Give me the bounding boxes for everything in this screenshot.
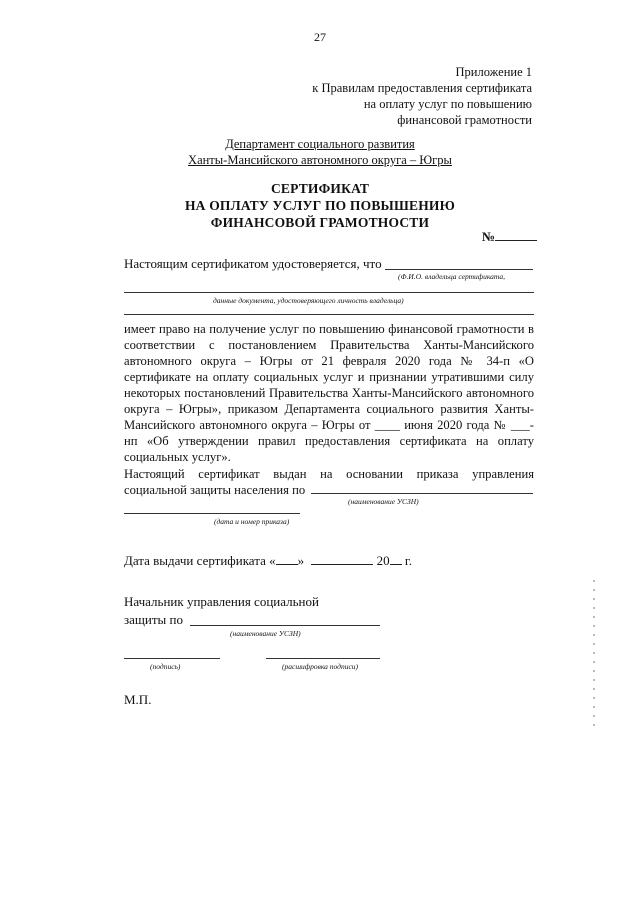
document-title bbox=[0, 180, 640, 231]
order-date-number-field[interactable] bbox=[124, 513, 300, 514]
issue-date-row bbox=[124, 553, 412, 569]
scan-artifact bbox=[593, 580, 595, 730]
department-line-1: Департамент социального развития bbox=[225, 137, 415, 151]
title-line-3: ФИНАНСОВОЙ ГРАМОТНОСТИ bbox=[210, 215, 430, 230]
signature-field[interactable] bbox=[124, 658, 220, 659]
issue-month-field[interactable] bbox=[311, 553, 373, 565]
issue-date-label: Дата выдачи сертификата « bbox=[124, 553, 276, 568]
usszn-name-field-2[interactable] bbox=[190, 625, 380, 626]
department-header bbox=[0, 136, 640, 168]
certify-text: Настоящим сертификатом удостоверяется, что bbox=[124, 256, 382, 271]
page-number: 27 bbox=[314, 30, 326, 44]
annex-block bbox=[312, 64, 532, 128]
rights-paragraph: имеет право на получение услуг по повышению финансовой грамотности в соответствии с постановлением Правительства Ханты-Мансийского автономного округа – Югры от 21 февраля 2020 года № 34-п «О сертификате на оплату социальных услуг и признании утратившими силу некоторых постановлений Правительства Ханты-Мансийского автономного округа – Югры», приказом Департамента социального развития Ханты-Мансийского автономного округа – Югры от ____ июня 2020 года № ___-нп «Об утверждении правил предоставления сертификата на оплату социальных услуг». bbox=[124, 322, 534, 464]
annex-line-1: Приложение 1 bbox=[455, 65, 532, 79]
number-field[interactable] bbox=[495, 228, 537, 241]
signature-decoding-field[interactable] bbox=[266, 658, 380, 659]
title-line-1: СЕРТИФИКАТ bbox=[270, 181, 370, 196]
stamp-place: М.П. bbox=[124, 692, 152, 707]
certificate-number bbox=[482, 228, 537, 245]
number-label: № bbox=[482, 229, 496, 244]
issue-year-suffix: г. bbox=[404, 553, 412, 568]
issue-day-field[interactable] bbox=[276, 553, 298, 565]
caption-document: данные документа, удостоверяющего личность владельца) bbox=[213, 296, 404, 305]
issue-year-field[interactable] bbox=[390, 553, 402, 565]
caption-decoding: (расшифровка подписи) bbox=[282, 662, 359, 671]
head-line-2: защиты по bbox=[124, 612, 183, 627]
caption-signature: (подпись) bbox=[150, 662, 181, 671]
title-line-2: НА ОПЛАТУ УСЛУГ ПО ПОВЫШЕНИЮ bbox=[184, 198, 456, 213]
issue-year-prefix: 20 bbox=[376, 553, 390, 568]
annex-line-3: на оплату услуг по повышению bbox=[363, 97, 532, 111]
holder-document-field[interactable] bbox=[124, 292, 534, 293]
usszn-name-field-1[interactable] bbox=[311, 493, 533, 494]
issue-date-close-quote: » bbox=[297, 553, 305, 568]
caption-usszn-1: (наименование УСЗН) bbox=[348, 497, 419, 506]
head-line-1: Начальник управления социальной bbox=[124, 594, 319, 609]
holder-name-field[interactable] bbox=[385, 269, 533, 270]
annex-line-4: финансовой грамотности bbox=[397, 113, 532, 127]
caption-usszn-2: (наименование УСЗН) bbox=[230, 629, 301, 638]
caption-order: (дата и номер приказа) bbox=[214, 517, 290, 526]
caption-holder: (Ф.И.О. владельца сертификата, bbox=[398, 272, 506, 281]
department-line-2: Ханты-Мансийского автономного округа – Югры bbox=[188, 153, 452, 167]
annex-line-2: к Правилам предоставления сертификата bbox=[312, 81, 532, 95]
issued-paragraph: Настоящий сертификат выдан на основании приказа управления социальной защиты населения по bbox=[124, 467, 534, 497]
holder-extra-field[interactable] bbox=[124, 314, 534, 315]
